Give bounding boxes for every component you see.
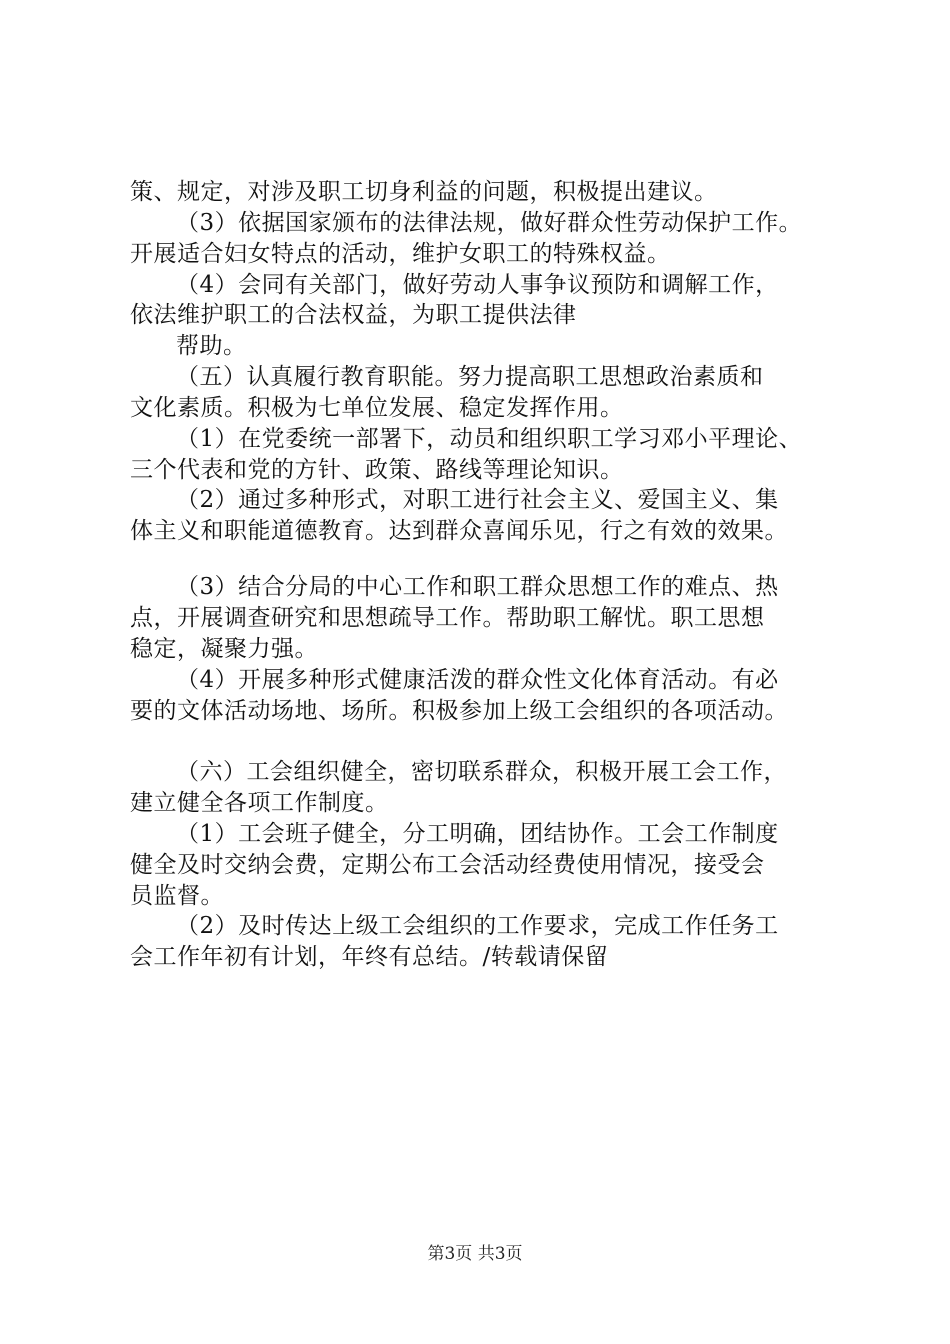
text-line: 策、规定，对涉及职工切身利益的问题，积极提出建议。 [130, 179, 718, 205]
text-line: 开展适合妇女特点的活动，维护女职工的特殊权益。 [130, 241, 671, 267]
text-line: （六）工会组织健全，密切联系群众，积极开展工会工作， [176, 759, 787, 785]
text-line: 稳定，凝聚力强。 [130, 636, 318, 662]
text-line: （五）认真履行教育职能。努力提高职工思想政治素质和 [176, 364, 764, 390]
text-line: （1）工会班子健全，分工明确，团结协作。工会工作制度 [176, 821, 779, 847]
text-line: 体主义和职能道德教育。达到群众喜闻乐见，行之有效的效果。 [130, 518, 788, 544]
text-line: （4）开展多种形式健康活泼的群众性文化体育活动。有必 [176, 667, 779, 693]
page-footer: 第3页 共3页 [427, 1244, 523, 1264]
text-line: （4）会同有关部门，做好劳动人事争议预防和调解工作， [176, 272, 779, 298]
text-line: 依法维护职工的合法权益，为职工提供法律 [130, 302, 577, 328]
text-line: 文化素质。积极为七单位发展、稳定发挥作用。 [130, 395, 624, 421]
text-line: 员监督。 [130, 883, 224, 909]
text-line: 点，开展调查研究和思想疏导工作。帮助职工解忧。职工思想 [130, 605, 765, 631]
text-line: 健全及时交纳会费，定期公布工会活动经费使用情况，接受会 [130, 852, 765, 878]
text-line: 帮助。 [176, 333, 247, 359]
text-line: （2）通过多种形式，对职工进行社会主义、爱国主义、集 [176, 487, 779, 513]
text-line: （1）在党委统一部署下，动员和组织职工学习邓小平理论、 [176, 426, 803, 452]
text-line: 建立健全各项工作制度。 [130, 790, 389, 816]
text-line: （3）结合分局的中心工作和职工群众思想工作的难点、热 [176, 574, 779, 600]
text-line: （2）及时传达上级工会组织的工作要求，完成工作任务工 [176, 913, 779, 939]
text-line: 三个代表和党的方针、政策、路线等理论知识。 [130, 457, 624, 483]
text-line: 要的文体活动场地、场所。积极参加上级工会组织的各项活动。 [130, 698, 788, 724]
text-line: 会工作年初有计划，年终有总结。/转载请保留 [130, 944, 609, 970]
text-line: （3）依据国家颁布的法律法规，做好群众性劳动保护工作。 [176, 210, 803, 236]
